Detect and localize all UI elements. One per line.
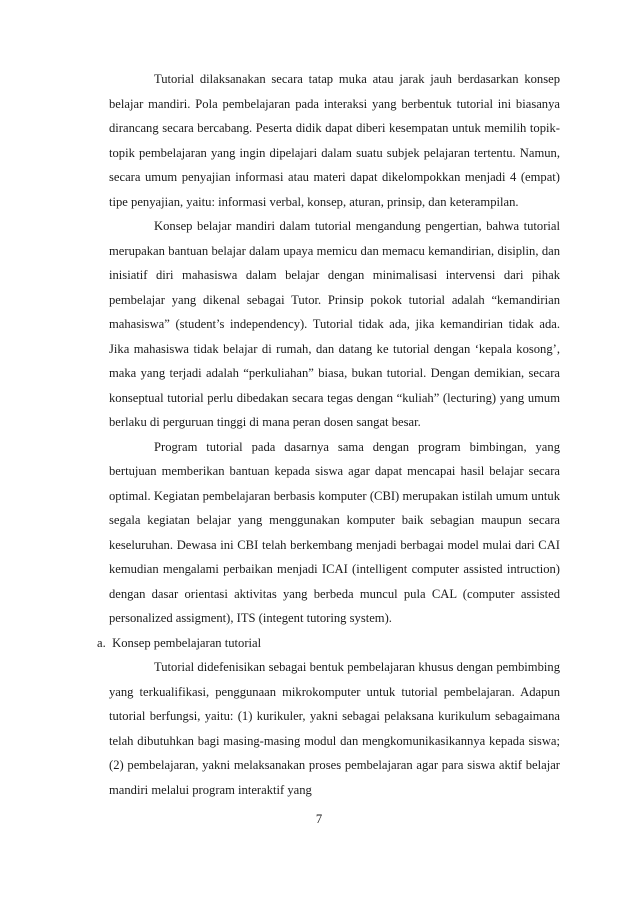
paragraph-2: Konsep belajar mandiri dalam tutorial mengandung pengertian, bahwa tutorial merupakan bantuan belajar dalam upaya memicu dan memacu kemandirian, disiplin, dan inisiatif diri mahasiswa dalam belajar dengan minimalisasi intervensi dari pihak pembelajar yang dikenal sebagai Tutor. Prinsip pokok tutorial adalah “kemandirian mahasiswa” (student’s independency). Tutorial tidak ada, jika kemandirian tidak ada. Jika mahasiswa tidak belajar di rumah, dan datang ke tutorial dengan ‘kepala kosong’, maka yang terjadi adalah “perkuliahan” biasa, bukan tutorial. Dengan demikian, secara konseptual tutorial perlu dibedakan secara tegas dengan “kuliah” (lecturing) yang umum berlaku di perguruan tinggi di mana peran dosen sangat besar. — [109, 219, 560, 429]
section-paragraph: Tutorial didefenisikan sebagai bentuk pembelajaran khusus dengan pembimbing yang terkualifikasi, penggunaan mikrokomputer untuk tutorial pembelajaran. Adapun tutorial berfungsi, yaitu: (1) kurikuler, yakni sebagai pelaksana kurikulum sebagaimana telah dibutuhkan bagi masing-masing modul dan mengkomunikasikannya kepada siswa; (2) pembelajaran, yakni melaksanakan proses pembelajaran agar para siswa aktif belajar mandiri melalui program interaktif yang — [109, 660, 560, 797]
paragraph-1: Tutorial dilaksanakan secara tatap muka atau jarak jauh berdasarkan konsep belajar mandiri. Pola pembelajaran pada interaksi yang berbentuk tutorial ini biasanya dirancang secara bercabang. Peserta didik dapat diberi kesempatan untuk memilih topik-topik pembelajaran yang ingin dipelajari dalam suatu subjek pelajaran tertentu. Namun, secara umum penyajian informasi atau materi dapat dikelompokkan menjadi 4 (empat) tipe penyajian, yaitu: informasi verbal, konsep, aturan, prinsip, dan keterampilan. — [109, 72, 560, 209]
section-heading — [97, 631, 548, 656]
section-heading-text: Konsep pembelajaran tutorial — [112, 635, 262, 650]
paragraph-3: Program tutorial pada dasarnya sama dengan program bimbingan, yang bertujuan memberikan bantuan kepada siswa agar dapat mencapai hasil belajar secara optimal. Kegiatan pembelajaran berbasis komputer (CBI) merupakan istilah umum untuk segala kegiatan belajar yang menggunakan komputer baik sebagian maupun secara keseluruhan. Dewasa ini CBI telah berkembang menjadi berbagai model mulai dari CAI kemudian mengalami perbaikan menjadi ICAI (intelligent computer assisted intruction) dengan dasar orientasi aktivitas yang berbeda muncul pula CAL (computer assisted personalized assigment), ITS (integent tutoring system). — [109, 439, 560, 625]
page-content — [97, 67, 560, 802]
section-marker: a. — [97, 635, 106, 650]
page-number: 7 — [315, 812, 323, 826]
